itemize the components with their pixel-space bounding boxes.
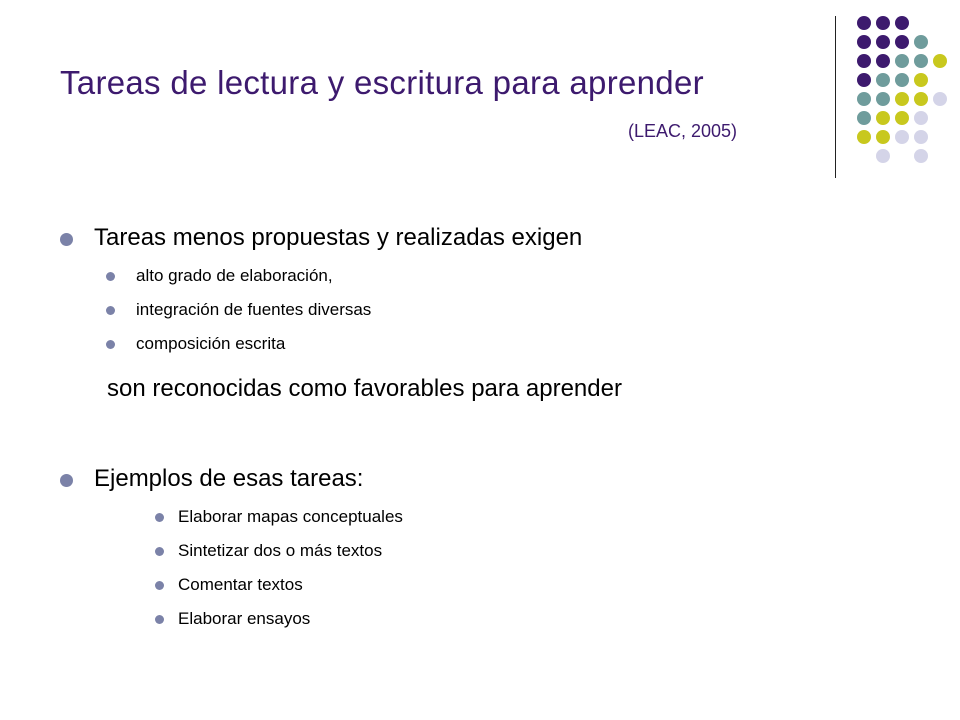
decorative-dot: [876, 149, 890, 163]
decorative-dot: [857, 130, 871, 144]
sub-bullet-item: Elaborar mapas conceptuales: [178, 507, 403, 526]
decorative-dot: [933, 92, 947, 106]
slide-subtitle: (LEAC, 2005): [628, 121, 738, 141]
decorative-dot: [857, 111, 871, 125]
decorative-dot: [895, 16, 909, 30]
decorative-divider-line: [835, 16, 836, 178]
decorative-dot: [895, 111, 909, 125]
sub-bullet-icon: [106, 340, 115, 349]
slide-title: Tareas de lectura y escritura para aprender: [60, 64, 704, 101]
sub-bullet-icon: [106, 306, 115, 315]
decorative-dot: [876, 111, 890, 125]
sub-bullet-item: composición escrita: [136, 334, 286, 353]
decorative-dot: [876, 73, 890, 87]
decorative-dot: [857, 35, 871, 49]
decorative-dot: [876, 16, 890, 30]
decorative-dot: [914, 35, 928, 49]
sub-bullet-icon: [106, 272, 115, 281]
sub-bullet-item: Elaborar ensayos: [178, 609, 311, 628]
decorative-dot: [895, 92, 909, 106]
decorative-dot: [895, 54, 909, 68]
decorative-dot: [857, 54, 871, 68]
decorative-dot: [876, 54, 890, 68]
sub-bullet-item: alto grado de elaboración,: [136, 266, 333, 285]
sub-bullet-icon: [155, 547, 164, 556]
decorative-dot: [876, 35, 890, 49]
bullet-icon: [60, 233, 73, 246]
decorative-dot: [895, 130, 909, 144]
bullet-point-1: Tareas menos propuestas y realizadas exigen: [94, 224, 583, 251]
sub-bullet-item: Comentar textos: [178, 575, 303, 594]
sub-bullet-icon: [155, 615, 164, 624]
sub-bullet-item: integración de fuentes diversas: [136, 300, 372, 319]
decorative-dot: [933, 54, 947, 68]
decorative-dot: [876, 130, 890, 144]
decorative-dot: [914, 92, 928, 106]
decorative-dot: [857, 16, 871, 30]
sub-bullet-item: Sintetizar dos o más textos: [178, 541, 383, 560]
decorative-dot: [914, 54, 928, 68]
decorative-dot: [857, 92, 871, 106]
sub-bullet-icon: [155, 513, 164, 522]
bullet-point-2: Ejemplos de esas tareas:: [94, 465, 364, 492]
decorative-dot: [876, 92, 890, 106]
sub-bullet-icon: [155, 581, 164, 590]
decorative-dot: [857, 73, 871, 87]
bullet-icon: [60, 474, 73, 487]
decorative-dot: [895, 35, 909, 49]
conclusion-text: son reconocidas como favorables para aprender: [107, 375, 622, 402]
decorative-dot: [914, 111, 928, 125]
decorative-dot: [914, 149, 928, 163]
decorative-dot: [895, 73, 909, 87]
decorative-dot: [914, 130, 928, 144]
decorative-dot: [914, 73, 928, 87]
